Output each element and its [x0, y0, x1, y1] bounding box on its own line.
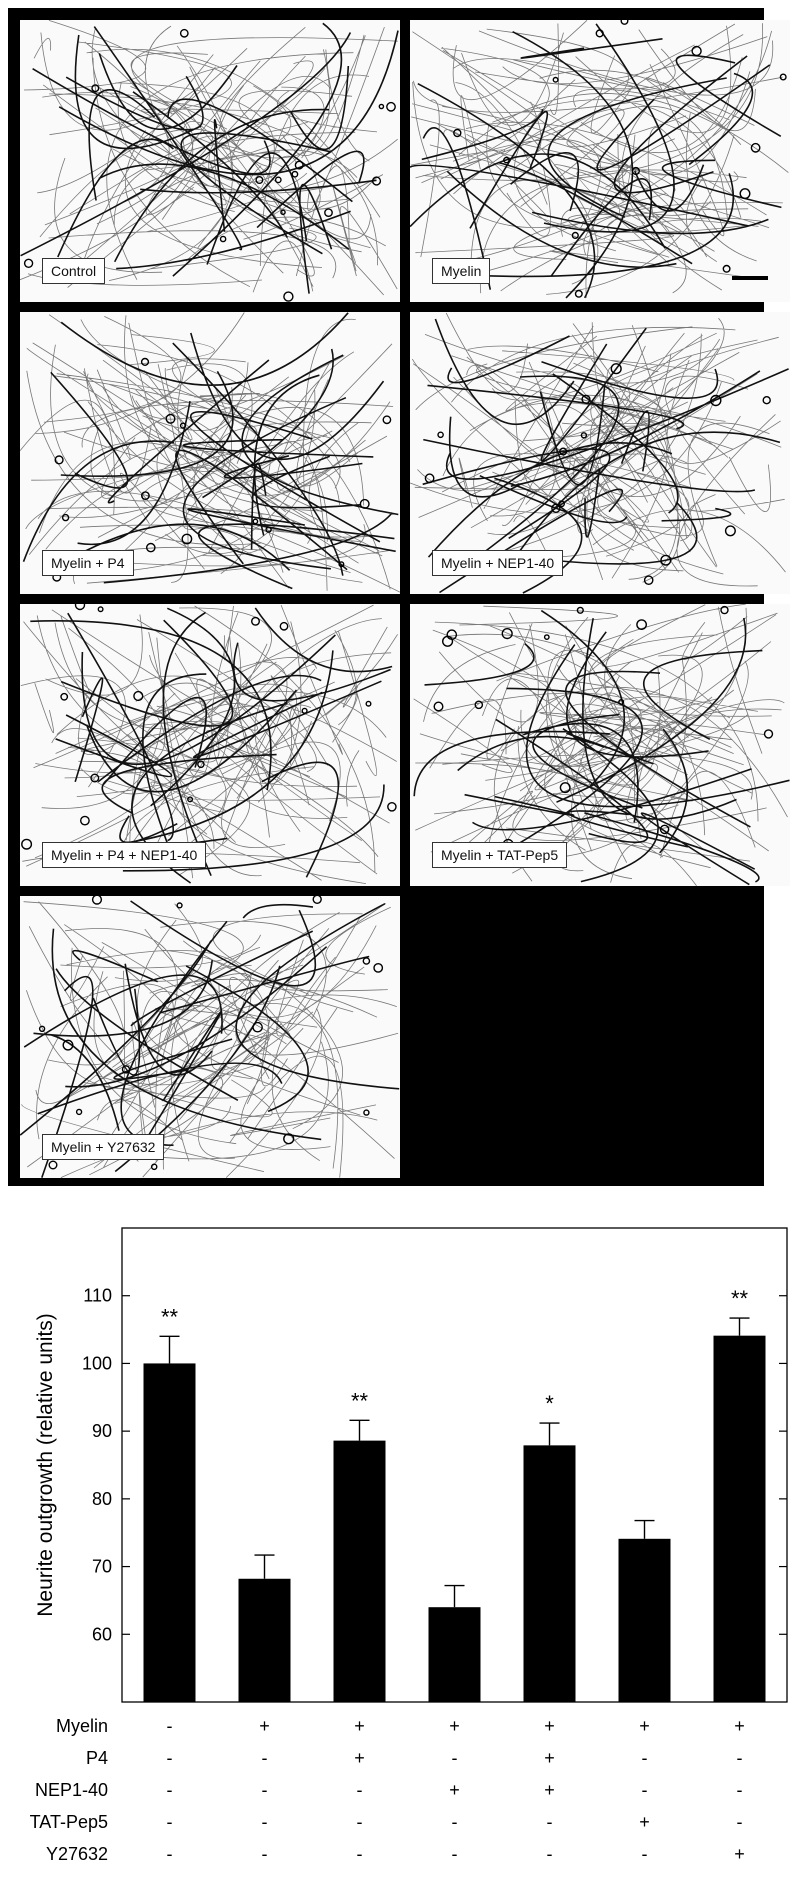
condition-mark: + [544, 1748, 555, 1768]
y-axis-label: Neurite outgrowth (relative units) [34, 1313, 57, 1617]
condition-mark: - [546, 1812, 553, 1832]
bar [619, 1539, 671, 1702]
bar [714, 1336, 766, 1702]
panel-label: Myelin + NEP1-40 [432, 550, 563, 576]
micrograph-panel [20, 312, 400, 594]
condition-name: TAT-Pep5 [29, 1812, 108, 1832]
condition-mark: + [449, 1716, 460, 1736]
condition-mark: - [261, 1844, 268, 1864]
condition-mark: + [449, 1780, 460, 1800]
bar [524, 1445, 576, 1702]
micrograph-panel [20, 896, 400, 1178]
condition-mark: - [261, 1780, 268, 1800]
condition-mark: - [736, 1812, 743, 1832]
condition-mark: - [641, 1780, 648, 1800]
y-tick-label: 90 [91, 1421, 112, 1442]
condition-mark: + [544, 1780, 555, 1800]
significance-mark: ** [160, 1304, 179, 1330]
significance-mark: * [545, 1391, 554, 1417]
scale-bar [732, 276, 768, 280]
condition-mark: - [166, 1716, 173, 1736]
bar [239, 1579, 291, 1702]
panel-label: Myelin [432, 258, 490, 284]
micrograph-panel [410, 604, 790, 886]
y-tick-label: 110 [83, 1285, 112, 1306]
condition-mark: - [166, 1844, 173, 1864]
condition-mark: - [356, 1812, 363, 1832]
condition-mark: - [736, 1748, 743, 1768]
condition-mark: + [639, 1812, 650, 1832]
condition-mark: - [546, 1844, 553, 1864]
y-tick-label: 70 [91, 1556, 112, 1577]
condition-mark: - [451, 1748, 458, 1768]
condition-mark: - [166, 1748, 173, 1768]
condition-mark: + [639, 1716, 650, 1736]
micrograph-grid [8, 8, 764, 1186]
condition-mark: + [259, 1716, 270, 1736]
y-tick-label: 60 [91, 1624, 112, 1645]
condition-mark: - [261, 1812, 268, 1832]
condition-mark: - [356, 1780, 363, 1800]
micrograph-panel [20, 20, 400, 302]
condition-mark: - [641, 1748, 648, 1768]
neurite-outgrowth-chart [0, 1190, 800, 1887]
panel-label: Myelin + P4 [42, 550, 134, 576]
micrograph-panel [20, 604, 400, 886]
condition-name: Y27632 [45, 1844, 108, 1864]
panel-label: Myelin + TAT-Pep5 [432, 842, 567, 868]
condition-mark: + [354, 1748, 365, 1768]
bar [144, 1363, 196, 1702]
condition-name: P4 [85, 1748, 108, 1768]
panel-label: Control [42, 258, 105, 284]
condition-mark: + [544, 1716, 555, 1736]
condition-mark: - [356, 1844, 363, 1864]
panel-label: Myelin + Y27632 [42, 1134, 164, 1160]
significance-mark: ** [730, 1286, 749, 1312]
significance-mark: ** [350, 1388, 369, 1414]
condition-mark: - [451, 1844, 458, 1864]
condition-mark: - [166, 1780, 173, 1800]
condition-mark: - [736, 1780, 743, 1800]
micrograph-panel [410, 20, 790, 302]
panel-label: Myelin + P4 + NEP1-40 [42, 842, 206, 868]
condition-mark: - [451, 1812, 458, 1832]
bar [429, 1607, 481, 1702]
condition-name: Myelin [55, 1716, 108, 1736]
y-tick-label: 100 [81, 1353, 112, 1374]
condition-mark: - [166, 1812, 173, 1832]
condition-mark: + [734, 1844, 745, 1864]
condition-name: NEP1-40 [34, 1780, 108, 1800]
bar [334, 1441, 386, 1702]
condition-mark: + [734, 1716, 745, 1736]
condition-mark: - [641, 1844, 648, 1864]
condition-mark: - [261, 1748, 268, 1768]
y-tick-label: 80 [91, 1488, 112, 1509]
micrograph-panel [410, 312, 790, 594]
condition-mark: + [354, 1716, 365, 1736]
